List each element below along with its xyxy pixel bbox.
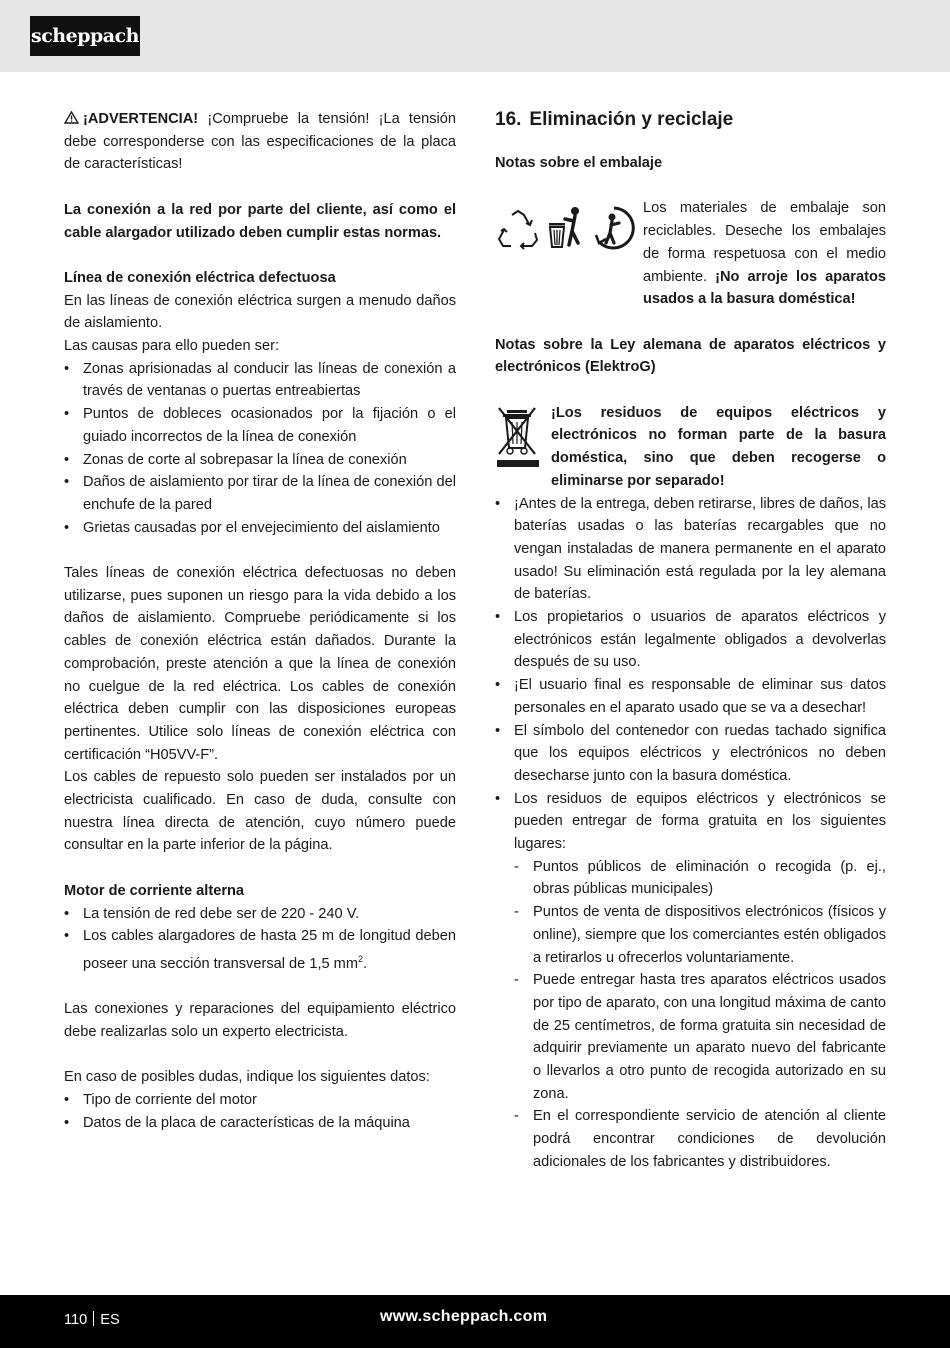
weee-icon-wrapper: [495, 404, 543, 493]
list-item: [64, 925, 456, 975]
collection-points-intro: Los residuos de equipos eléctricos y electrónicos se pueden entregar de forma gratuita en los siguientes lugares:: [514, 790, 886, 853]
packaging-text: [643, 197, 886, 311]
causes-intro: Las causas para ello pueden ser:: [64, 338, 279, 354]
weee-block: [495, 402, 886, 493]
list-item: - En el correspondiente servicio de atención al cliente podrá encontrar condiciones de devolución adicionales de los fabricantes y distribuidores.: [514, 1105, 886, 1173]
list-item: • Tipo de corriente del motor: [64, 1089, 456, 1112]
causes-list: [64, 358, 456, 540]
section-number: 16.: [495, 109, 522, 130]
warning-triangle-icon: [64, 111, 79, 124]
section-title: [495, 108, 886, 132]
section-title-text: Eliminación y reciclaje: [529, 109, 734, 130]
law-heading: Notas sobre la Ley alemana de aparatos eléctricos y electrónicos (ElektroG): [495, 336, 886, 376]
packaging-text-regular: Los materiales de embalaje son reciclables. Deseche los embalajes de forma respetuosa con el medio ambiente.: [643, 200, 886, 285]
motor-item2-end: .: [363, 955, 368, 972]
list-item: • Puntos de dobleces ocasionados por la fijación o el guiado incorrectos de la línea de conexión: [64, 403, 456, 448]
packaging-block: [495, 197, 886, 311]
law-list: [495, 493, 886, 1174]
defective-line-intro: En las líneas de conexión eléctrica surgen a menudo daños de aislamiento.: [64, 292, 456, 332]
list-item: • ¡Antes de la entrega, deben retirarse, libres de daños, las baterías usadas o las baterías recargables que no vengan instaladas de manera permanente en el aparato usado! Su eliminación está regulada por la ley alemana de baterías.: [495, 493, 886, 607]
defective-line-heading: Línea de conexión eléctrica defectuosa: [64, 269, 336, 286]
motor-heading: Motor de corriente alterna: [64, 882, 245, 899]
list-item: • ¡El usuario final es responsable de eliminar sus datos personales en el aparato usado que se va a desechar!: [495, 674, 886, 719]
list-item: • Grietas causadas por el envejecimiento del aislamiento: [64, 517, 456, 540]
divider: [93, 1311, 94, 1326]
list-item: • Zonas aprisionadas al conducir las líneas de conexión a través de ventanas o puertas entreabiertas: [64, 358, 456, 403]
list-item: - Puntos de venta de dispositivos electrónicos (físicos y online), siempre que los comerciantes estén obligados a retirarlos u ofrecerlos voluntariamente.: [514, 901, 886, 969]
repairs-note: Las conexiones y reparaciones del equipamiento eléctrico debe realizarlas solo un experto electricista.: [64, 1001, 456, 1040]
collection-points-list: [514, 856, 886, 1174]
defective-line-body: Tales líneas de conexión eléctrica defectuosas no deben utilizarse, pues suponen un riesgo para la vida debido a los daños de aislamiento. Compruebe periódicamente si los cables de conexión eléctrica están dañados. Durante la comprobación, preste atención a que la línea de conexión no cuelgue de la red eléctrica. Los cables de conexión eléctrica deben cumplir con las disposiciones europeas pertinentes. Utilice solo líneas de conexión eléctrica con certificación “H05VV-F”.: [64, 565, 456, 763]
list-item: • Los propietarios o usuarios de aparatos eléctricos y electrónicos están legalmente obligados a devolverlas después de su uso.: [495, 606, 886, 674]
footer-bar: [0, 1295, 950, 1348]
website-url: www.scheppach.com: [380, 1308, 548, 1325]
list-item: [495, 788, 886, 1174]
superscript: 2: [358, 953, 364, 964]
header-bar: [0, 0, 950, 72]
page-number: 110: [64, 1312, 88, 1328]
warning-paragraph: [64, 108, 456, 176]
language-code: ES: [100, 1312, 120, 1328]
list-item: • Zonas de corte al sobrepasar la línea de conexión: [64, 449, 456, 472]
scheppach-logo: scheppach: [30, 16, 140, 56]
doubts-list: [64, 1089, 456, 1134]
warning-label: ¡ADVERTENCIA!: [83, 111, 199, 127]
replacement-cables-note: Los cables de repuesto solo pueden ser instalados por un electricista cualificado. En caso de duda, consulte con nuestra línea directa de atención, cuyo número puede consultar en la parte inferior de la página.: [64, 769, 456, 854]
recycle-person-icon: [591, 205, 637, 251]
left-column: [64, 108, 456, 1134]
packaging-icons: [495, 201, 635, 261]
weee-notice: ¡Los residuos de equipos eléctricos y electrónicos no forman parte de la basura doméstica, sino que deben recogerse o eliminarse por separado!: [551, 404, 886, 489]
packaging-heading: Notas sobre el embalaje: [495, 155, 663, 171]
motor-item2-text: Los cables alargadores de hasta 25 m de longitud deben poseer una sección transversal de 1,5 mm: [83, 928, 456, 972]
list-item: • Daños de aislamiento por tirar de la línea de conexión del enchufe de la pared: [64, 471, 456, 516]
list-item: • El símbolo del contenedor con ruedas tachado significa que los equipos eléctricos y electrónicos no deben desecharse junto con la basura doméstica.: [495, 720, 886, 788]
motor-list: [64, 903, 456, 976]
packaging-text-bold: ¡No arroje los aparatos usados a la basura doméstica!: [643, 268, 886, 308]
right-column: [495, 108, 886, 1174]
bin-disposal-icon: [545, 205, 587, 255]
recycle-icon: [495, 207, 541, 253]
list-item: - Puntos públicos de eliminación o recogida (p. ej., obras públicas municipales): [514, 856, 886, 901]
doubts-intro: En caso de posibles dudas, indique los siguientes datos:: [64, 1069, 430, 1086]
warning-text: ¡Compruebe la tensión! ¡La tensión debe corresponderse con las especificaciones de la placa de características!: [64, 111, 456, 173]
list-item: • La tensión de red debe ser de 220 - 240 V.: [64, 903, 456, 926]
crossed-bin-icon: [495, 404, 541, 468]
customer-connection-note: La conexión a la red por parte del cliente, así como el cable alargador utilizado deben cumplir estas normas.: [64, 201, 456, 241]
list-item: - Puede entregar hasta tres aparatos eléctricos usados por tipo de aparato, con una longitud máxima de canto de 25 centímetros, de forma gratuita sin necesidad de adquirir previamente un aparato nuevo del fabricante o llevarlos a otro punto de recogida autorizado en su zona.: [514, 969, 886, 1105]
list-item: • Datos de la placa de características de la máquina: [64, 1112, 456, 1135]
page-indicator: [64, 1311, 120, 1328]
